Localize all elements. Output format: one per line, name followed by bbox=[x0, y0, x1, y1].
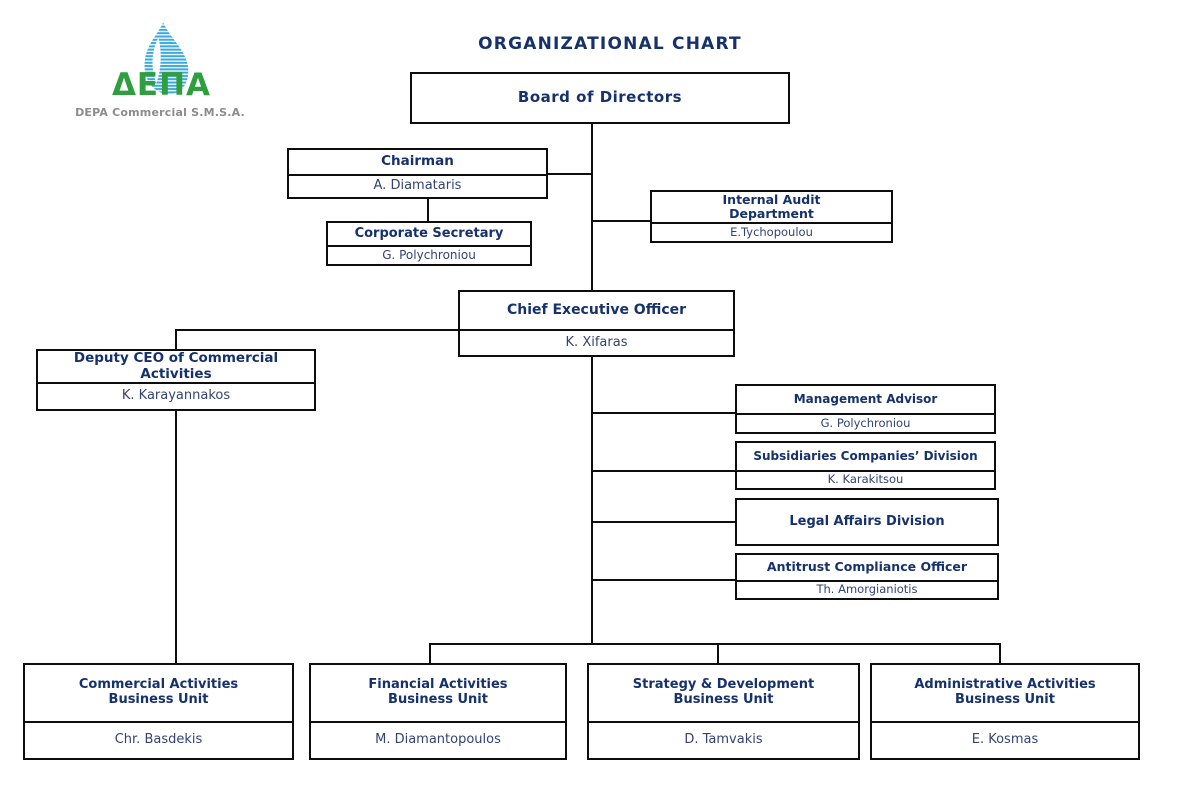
connector-deputy-to-commercial-bu bbox=[175, 410, 177, 664]
connector-ceo-to-bus bbox=[591, 356, 593, 645]
node-title-line1: Financial Activities bbox=[368, 677, 508, 693]
connector-legal-affairs bbox=[591, 521, 736, 523]
node-name: K. Karakitsou bbox=[827, 472, 904, 487]
connector-deputy-drop bbox=[175, 329, 177, 350]
connector-deputy-horizontal bbox=[175, 329, 459, 331]
node-title bbox=[25, 665, 292, 723]
node-name: Chr. Basdekis bbox=[114, 732, 203, 748]
connector-board-to-ceo bbox=[591, 123, 593, 291]
node-title: Chief Executive Officer bbox=[460, 292, 733, 331]
org-node-commercial-activities-bu bbox=[23, 663, 294, 760]
node-name: M. Diamantopoulos bbox=[375, 732, 501, 748]
connector-drop-administrative bbox=[999, 643, 1001, 664]
node-title bbox=[652, 192, 891, 224]
node-name: A. Diamataris bbox=[373, 178, 462, 194]
node-name: E.Tychopoulou bbox=[730, 224, 813, 239]
node-title-line1: Internal Audit bbox=[722, 191, 821, 207]
node-name: G. Polychroniou bbox=[382, 247, 476, 262]
node-title: Antitrust Compliance Officer bbox=[737, 555, 997, 582]
org-node-antitrust-compliance-officer bbox=[735, 553, 999, 600]
node-title bbox=[589, 665, 858, 723]
org-node-management-advisor bbox=[735, 384, 996, 434]
connector-corporate-secretary bbox=[427, 198, 429, 222]
org-node-chief-executive-officer bbox=[458, 290, 735, 357]
node-title: Subsidiaries Companies’ Division bbox=[737, 443, 994, 472]
connector-internal-audit bbox=[591, 220, 651, 222]
connector-management-advisor bbox=[591, 412, 736, 414]
org-node-board-of-directors bbox=[410, 72, 790, 124]
org-node-deputy-ceo-commercial bbox=[36, 349, 316, 411]
org-node-legal-affairs-division bbox=[735, 498, 999, 546]
connector-subsidiaries bbox=[591, 470, 736, 472]
connector-drop-strategy bbox=[717, 643, 719, 664]
org-node-financial-activities-bu bbox=[309, 663, 567, 760]
page-title: ORGANIZATIONAL CHART bbox=[478, 34, 742, 54]
node-title-line1: Administrative Activities bbox=[914, 677, 1096, 693]
node-title-line2: Business Unit bbox=[108, 692, 209, 707]
node-name: D. Tamvakis bbox=[684, 732, 763, 748]
org-node-strategy-development-bu bbox=[587, 663, 860, 760]
org-node-corporate-secretary bbox=[326, 221, 532, 266]
node-title: Deputy CEO of Commercial Activities bbox=[38, 351, 314, 384]
node-title-line2: Business Unit bbox=[388, 692, 488, 707]
node-title: Management Advisor bbox=[737, 386, 994, 415]
node-title-line2: Business Unit bbox=[955, 692, 1055, 707]
node-name: Th. Amorgianiotis bbox=[816, 582, 918, 597]
connector-bottom-bus bbox=[429, 643, 1001, 645]
logo-brand-text: ΔΕΠΑ bbox=[111, 67, 212, 103]
node-name: G. Polychroniou bbox=[820, 415, 911, 430]
node-title-line2: Department bbox=[729, 206, 814, 221]
org-node-internal-audit-department bbox=[650, 190, 893, 243]
depa-logo bbox=[75, 20, 245, 125]
node-title bbox=[311, 665, 565, 723]
connector-antitrust bbox=[591, 579, 736, 581]
logo-caption: DEPA Commercial S.M.S.A. bbox=[75, 106, 245, 119]
node-title-line1: Strategy & Development bbox=[632, 677, 815, 693]
node-title-line2: Business Unit bbox=[673, 692, 774, 707]
node-title: Chairman bbox=[289, 150, 546, 176]
node-title: Corporate Secretary bbox=[328, 223, 530, 247]
node-name: K. Xifaras bbox=[565, 334, 628, 350]
org-node-subsidiaries-companies-division bbox=[735, 441, 996, 490]
connector-drop-financial bbox=[429, 643, 431, 664]
node-title: Legal Affairs Division bbox=[789, 513, 945, 529]
node-title: Board of Directors bbox=[517, 88, 683, 107]
node-name: K. Karayannakos bbox=[121, 388, 231, 404]
org-node-administrative-activities-bu bbox=[870, 663, 1140, 760]
org-node-chairman bbox=[287, 148, 548, 199]
node-name: E. Kosmas bbox=[971, 732, 1039, 748]
node-title bbox=[872, 665, 1138, 723]
node-title-line1: Commercial Activities bbox=[78, 677, 239, 693]
connector-chairman bbox=[548, 173, 593, 175]
